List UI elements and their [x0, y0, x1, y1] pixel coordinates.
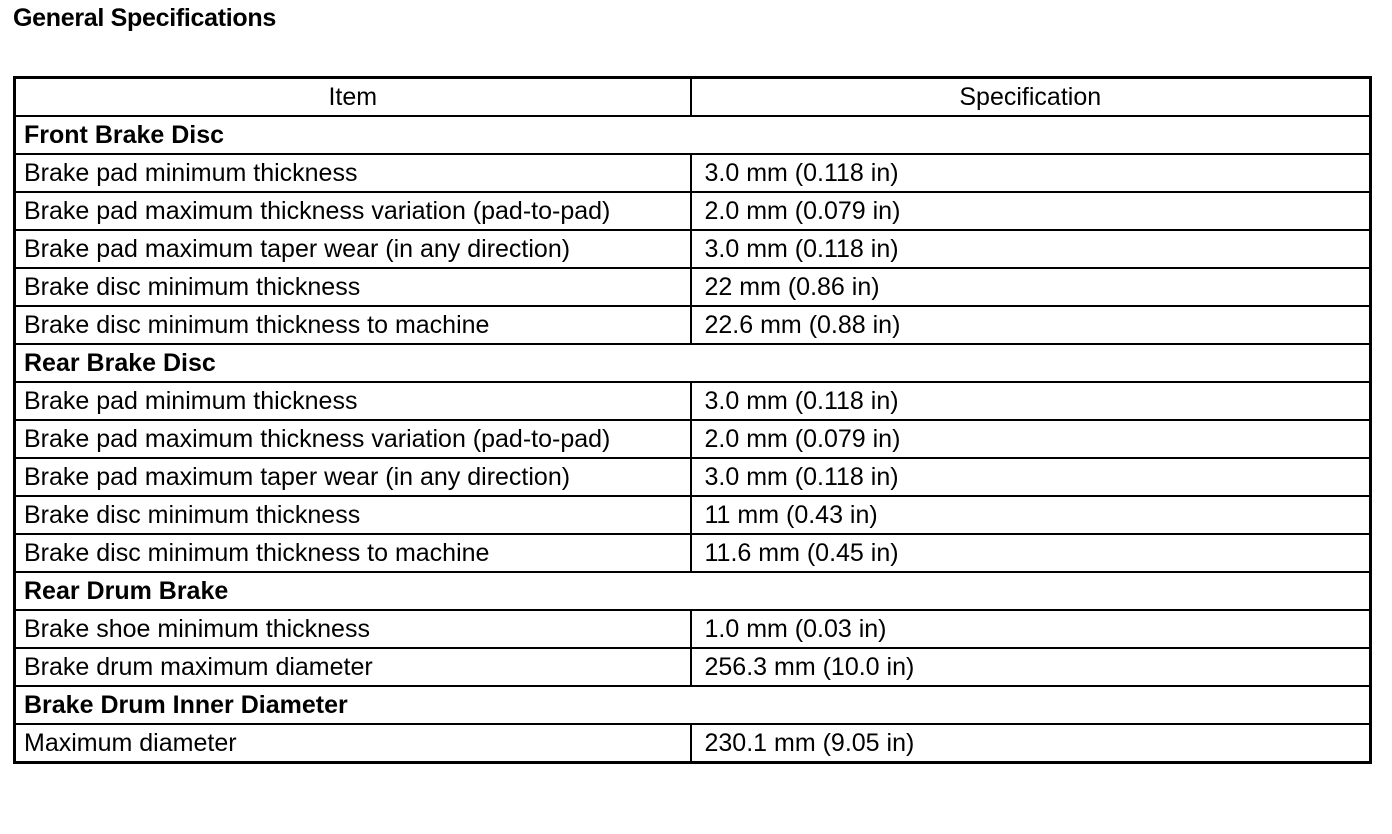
table-row	[15, 496, 1371, 534]
section-row	[15, 686, 1371, 724]
item-cell: Brake disc minimum thickness	[15, 496, 691, 534]
table-row	[15, 154, 1371, 192]
table-header-row	[15, 78, 1371, 117]
spec-cell: 230.1 mm (9.05 in)	[691, 724, 1371, 763]
column-header-item: Item	[15, 78, 691, 117]
section-row	[15, 116, 1371, 154]
table-row	[15, 610, 1371, 648]
item-cell: Brake pad maximum taper wear (in any direction)	[15, 458, 691, 496]
item-cell: Brake pad maximum thickness variation (pad-to-pad)	[15, 192, 691, 230]
spec-cell: 256.3 mm (10.0 in)	[691, 648, 1371, 686]
table-row	[15, 724, 1371, 763]
table-row	[15, 420, 1371, 458]
item-cell: Brake disc minimum thickness to machine	[15, 306, 691, 344]
table-row	[15, 230, 1371, 268]
spec-cell: 22 mm (0.86 in)	[691, 268, 1371, 306]
spec-cell: 22.6 mm (0.88 in)	[691, 306, 1371, 344]
spec-cell: 11 mm (0.43 in)	[691, 496, 1371, 534]
table-row	[15, 648, 1371, 686]
item-cell: Brake pad maximum thickness variation (pad-to-pad)	[15, 420, 691, 458]
item-cell: Brake pad minimum thickness	[15, 154, 691, 192]
item-cell: Brake pad maximum taper wear (in any direction)	[15, 230, 691, 268]
table-row	[15, 382, 1371, 420]
spec-cell: 3.0 mm (0.118 in)	[691, 382, 1371, 420]
item-cell: Brake disc minimum thickness	[15, 268, 691, 306]
spec-cell: 3.0 mm (0.118 in)	[691, 154, 1371, 192]
section-heading: Front Brake Disc	[15, 116, 1371, 154]
spec-cell: 2.0 mm (0.079 in)	[691, 192, 1371, 230]
spec-cell: 2.0 mm (0.079 in)	[691, 420, 1371, 458]
table-row	[15, 192, 1371, 230]
column-header-specification: Specification	[691, 78, 1371, 117]
spec-cell: 3.0 mm (0.118 in)	[691, 458, 1371, 496]
table-row	[15, 458, 1371, 496]
spec-cell: 1.0 mm (0.03 in)	[691, 610, 1371, 648]
specifications-table	[13, 76, 1372, 764]
table-row	[15, 534, 1371, 572]
section-heading: Brake Drum Inner Diameter	[15, 686, 1371, 724]
item-cell: Brake pad minimum thickness	[15, 382, 691, 420]
table-row	[15, 268, 1371, 306]
item-cell: Brake drum maximum diameter	[15, 648, 691, 686]
item-cell: Brake disc minimum thickness to machine	[15, 534, 691, 572]
spec-cell: 11.6 mm (0.45 in)	[691, 534, 1371, 572]
section-heading: Rear Brake Disc	[15, 344, 1371, 382]
page-title: General Specifications	[13, 4, 276, 32]
section-heading: Rear Drum Brake	[15, 572, 1371, 610]
table-row	[15, 306, 1371, 344]
section-row	[15, 572, 1371, 610]
item-cell: Maximum diameter	[15, 724, 691, 763]
item-cell: Brake shoe minimum thickness	[15, 610, 691, 648]
section-row	[15, 344, 1371, 382]
spec-cell: 3.0 mm (0.118 in)	[691, 230, 1371, 268]
